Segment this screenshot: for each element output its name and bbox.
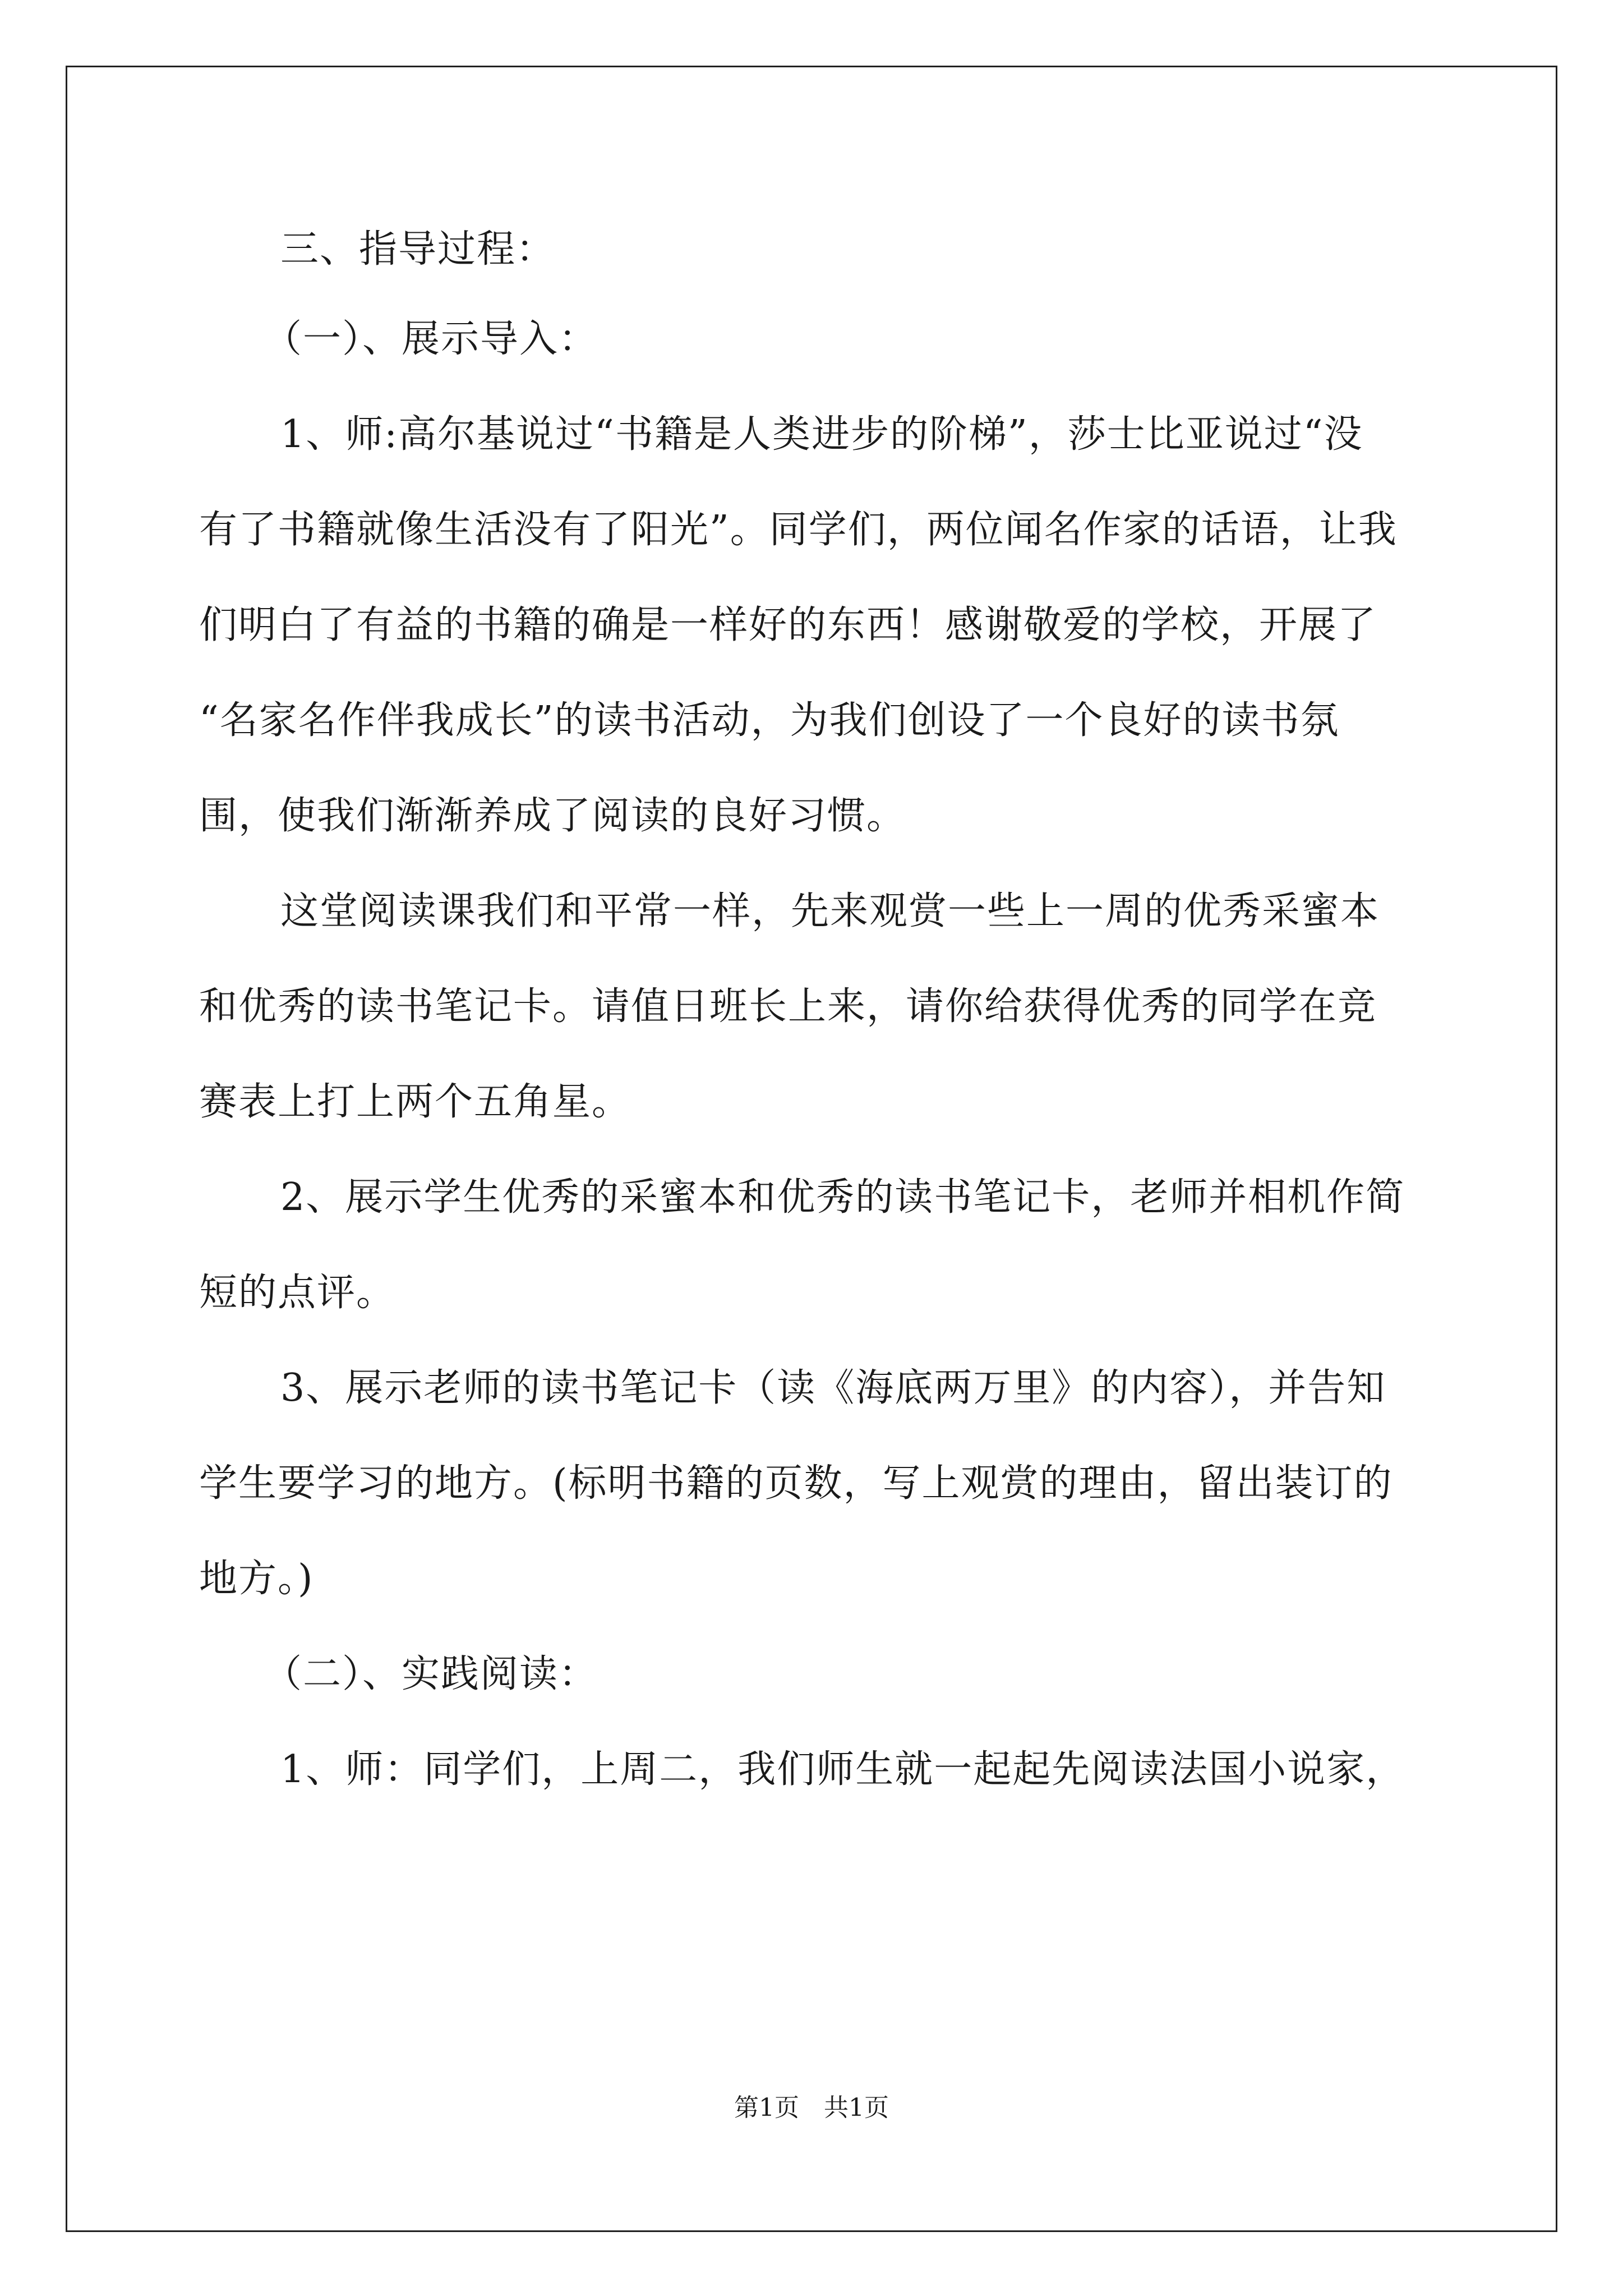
page-border: [66, 66, 1557, 2232]
paragraph-line: 地方。): [199, 1557, 314, 1601]
paragraph-line: “名家名作伴我成长”的读书活动，为我们创设了一个良好的读书氛: [199, 698, 1340, 743]
paragraph-line: 短的点评。: [199, 1271, 396, 1315]
paragraph-line: 围，使我们渐渐养成了阅读的良好习惯。: [199, 794, 906, 838]
heading-guidance-process: 三、指导过程：: [280, 227, 556, 272]
subheading-practice-reading: （二）、实践阅读：: [264, 1652, 598, 1696]
paragraph-line: 这堂阅读课我们和平常一样，先来观赏一些上一周的优秀采蜜本: [280, 889, 1380, 933]
paragraph-line: 1、师：同学们，上周二，我们师生就一起起先阅读法国小说家，: [280, 1747, 1405, 1792]
paragraph-line: 学生要学习的地方。(标明书籍的页数，写上观赏的理由，留出装订的: [199, 1461, 1393, 1506]
paragraph-line: 们明白了有益的书籍的确是一样好的东西！感谢敬爱的学校，开展了: [199, 603, 1377, 647]
subheading-intro: （一）、展示导入：: [264, 317, 598, 361]
paragraph-line: 3、展示老师的读书笔记卡（读《海底两万里》的内容），并告知: [280, 1366, 1386, 1410]
paragraph-line: 和优秀的读书笔记卡。请值日班长上来，请你给获得优秀的同学在竞: [199, 984, 1377, 1029]
page-number-footer: 第1页 共1页: [734, 2093, 889, 2122]
paragraph-line: 赛表上打上两个五角星。: [199, 1080, 631, 1124]
paragraph-line: 2、展示学生优秀的采蜜本和优秀的读书笔记卡，老师并相机作简: [280, 1175, 1405, 1220]
paragraph-line: 有了书籍就像生活没有了阳光”。同学们，两位闻名作家的话语，让我: [199, 508, 1398, 552]
paragraph-line: 1、师:高尔基说过“书籍是人类进步的阶梯”，莎士比亚说过“没: [280, 412, 1363, 457]
